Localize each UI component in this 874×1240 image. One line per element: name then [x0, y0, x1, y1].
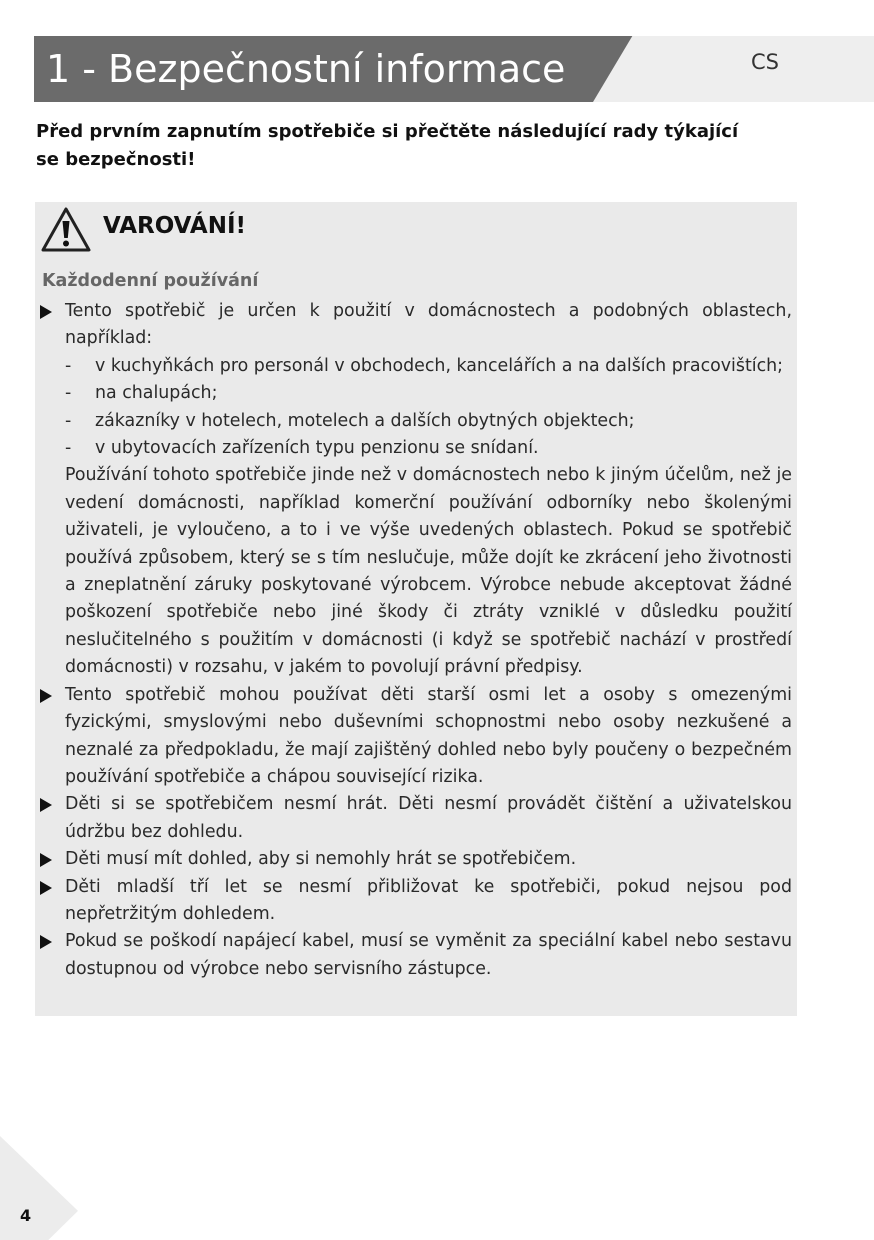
bullet-text: Děti si se spotřebičem nesmí hrát. Děti nesmí provádět čištění a uživatelskou údržbu bez dohledu. — [65, 794, 792, 842]
dash-text: v kuchyňkách pro personál v obchodech, kancelářích a na dalších pracovištích; — [95, 355, 784, 376]
bullet-arrow-icon — [40, 881, 52, 895]
bullet-item — [40, 791, 792, 846]
warning-content — [40, 298, 792, 983]
bullet-text: Tento spotřebič mohou používat děti starší osmi let a osoby s omezenými fyzickými, smyslovými nebo duševními schopnostmi nebo osoby nezkušené a neznalé za předpokladu, že mají zajištěný dohled nebo byly poučeny o bezpečném používání spotřebiče a chápou související rizika. — [65, 684, 792, 787]
bullet-arrow-icon — [40, 853, 52, 867]
bullet-text: Tento spotřebič je určen k použití v domácnostech a podobných oblastech, například: — [65, 301, 792, 349]
dash-item — [65, 435, 792, 462]
dash-text: v ubytovacích zařízeních typu penzionu se snídaní. — [95, 438, 539, 459]
bullet-arrow-icon — [40, 689, 52, 703]
bullet-text: Pokud se poškodí napájecí kabel, musí se vyměnit za speciální kabel nebo sestavu dostupnou od výrobce nebo servisního zástupce. — [65, 931, 792, 979]
dash-text: na chalupách; — [95, 383, 218, 404]
bullet-item — [40, 298, 792, 682]
bullet-paragraph: Používání tohoto spotřebiče jinde než v domácnostech nebo k jiným účelům, než je vedení domácnosti, například komerční používání odborníky nebo školenými uživateli, je vyloučeno, a to i ve výše uvedených oblastech. Pokud se spotřebič používá způsobem, který se s tím neslučuje, může dojít ke zkrácení jeho životnosti a zneplatnění záruky poskytované výrobcem. Výrobce nebude akceptovat žádné poškození spotřebiče nebo jiné škody či ztráty vzniklé v důsledku použití neslučitelného s použitím v domácnosti (i když se spotřebič nachází v prostředí domácnosti) v rozsahu, v jakém to povolují právní předpisy. — [65, 465, 792, 678]
warning-triangle-icon — [40, 206, 92, 254]
bullet-arrow-icon — [40, 798, 52, 812]
dash-marker: - — [65, 383, 72, 404]
bullet-item — [40, 928, 792, 983]
dash-item — [65, 408, 792, 435]
dash-text: zákazníky v hotelech, motelech a dalších obytných objektech; — [95, 410, 635, 431]
page-title: 1 - Bezpečnostní informace — [46, 47, 566, 91]
dash-item — [65, 380, 792, 407]
section-heading: Každodenní používání — [42, 271, 259, 291]
dash-marker: - — [65, 355, 72, 376]
bullet-item — [40, 682, 792, 792]
dash-item — [65, 353, 792, 380]
language-code: CS — [751, 50, 779, 74]
bullet-item — [40, 846, 792, 873]
page-number: 4 — [20, 1206, 32, 1225]
bullet-arrow-icon — [40, 305, 52, 319]
dash-marker: - — [65, 438, 72, 459]
intro-text: Před prvním zapnutím spotřebiče si přečtěte následující rady týkající se bezpečnosti! — [36, 121, 739, 170]
language-tab — [593, 36, 874, 102]
bullet-text: Děti mladší tří let se nesmí přibližovat ke spotřebiči, pokud nejsou pod nepřetržitým dohledem. — [65, 876, 792, 924]
bullet-text: Děti musí mít dohled, aby si nemohly hrát se spotřebičem. — [65, 849, 577, 870]
page-corner-decoration — [0, 1136, 78, 1240]
bullet-arrow-icon — [40, 935, 52, 949]
warning-title: VAROVÁNÍ! — [103, 213, 247, 239]
bullet-item — [40, 874, 792, 929]
dash-marker: - — [65, 410, 72, 431]
